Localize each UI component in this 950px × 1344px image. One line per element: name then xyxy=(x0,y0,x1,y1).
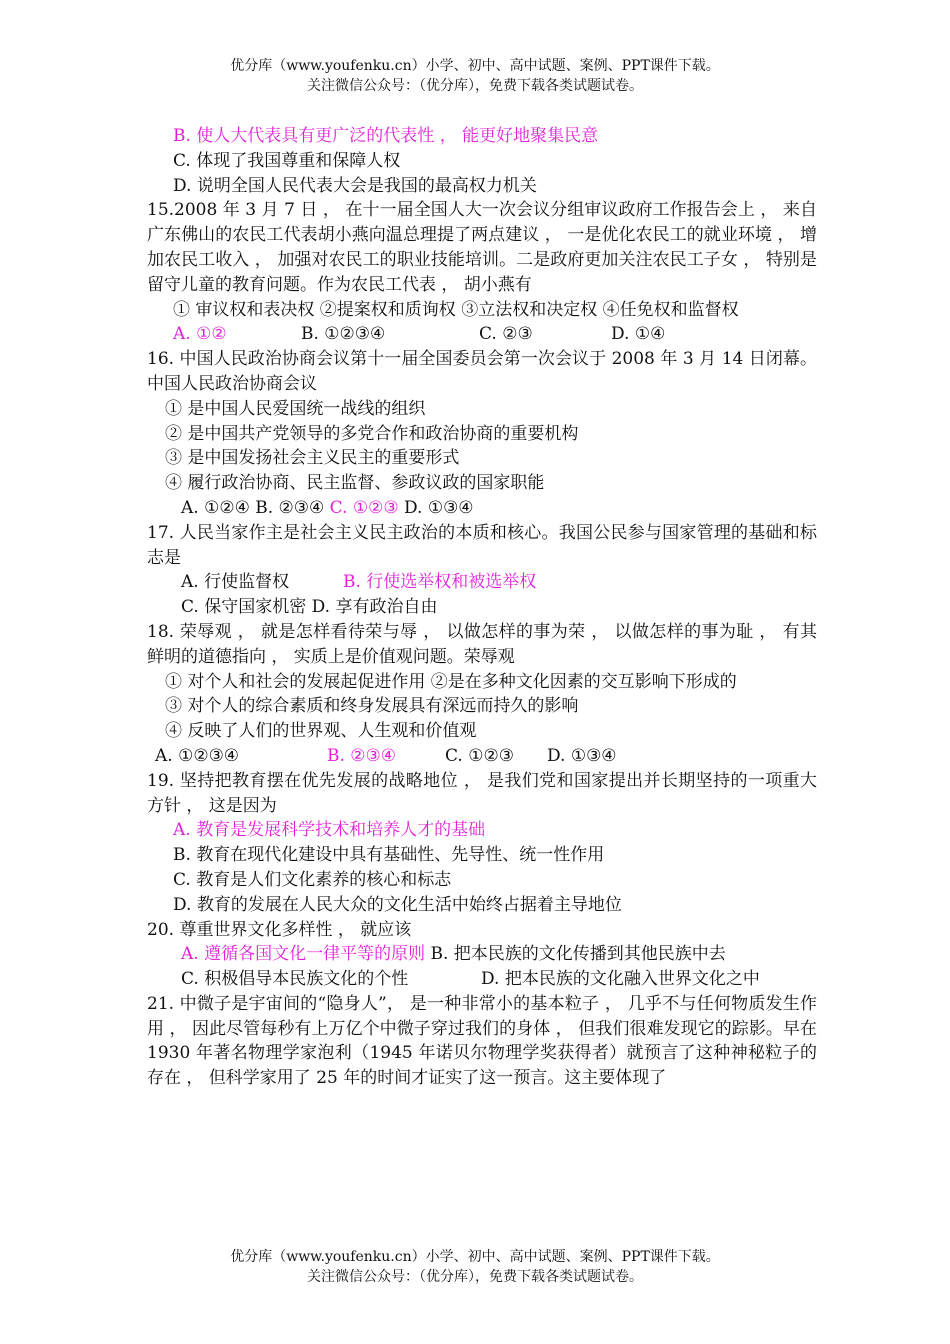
q18-option-a: A. ①②③④ xyxy=(155,745,240,766)
q14-option-b: B. 使人大代表具有更广泛的代表性 ， 能更好地聚集民意 xyxy=(173,126,599,146)
q21-stem: 21. 中微子是宇宙间的“隐身人”， 是一种非常小的基本粒子 ， 几乎不与任何物质发生作用 ， 因此尽管每秒有上万亿个中微子穿过我们的身体 ， 但我们很难发现它的踪影。早在 1930 年著名物理学家泡利（1945 年诺贝尔物理学奖获得者）就预言了这种神秘粒子的存在 ， 但科学家用了 25 年的时间才证实了这一预言。这主要体现了 xyxy=(147,993,817,1089)
page-header xyxy=(0,56,950,96)
q16-item-2: ② 是中国共产党领导的多党合作和政治协商的重要机构 xyxy=(165,423,579,444)
q20-option-b: B. 把本民族的文化传播到其他民族中去 xyxy=(430,944,726,965)
q19-option-d: D. 教育的发展在人民大众的文化生活中始终占据着主导地位 xyxy=(173,894,622,915)
q18-item-4: ④ 反映了人们的世界观、人生观和价值观 xyxy=(165,721,477,742)
q15-option-d: D. ①④ xyxy=(611,324,666,345)
q15-options xyxy=(147,322,817,347)
q17-options-row-1 xyxy=(147,570,817,595)
q18-stem: 18. 荣辱观 ， 就是怎样看待荣与辱 ， 以做怎样的事为荣 ， 以做怎样的事为耻 ， 有其鲜明的道德指向 ， 实质上是价值观问题。荣辱观 xyxy=(147,621,817,667)
q18-option-d: D. ①③④ xyxy=(547,745,617,766)
q20-stem: 20. 尊重世界文化多样性 ， 就应该 xyxy=(147,919,412,940)
exam-content xyxy=(147,124,817,1091)
q16-option-d: D. ①③④ xyxy=(404,497,474,518)
q16-option-c: C. ①②③ xyxy=(329,497,399,518)
q18-item-3: ③ 对个人的综合素质和终身发展具有深远而持久的影响 xyxy=(165,696,579,717)
header-line-1: 优分库（www.youfenku.cn）小学、初中、高中试题、案例、PPT课件下载。 xyxy=(230,58,720,74)
q20-option-a: A. 遵循各国文化一律平等的原则 xyxy=(181,944,426,965)
q17-option-d: D. 享有政治自由 xyxy=(311,597,438,618)
q16-stem: 16. 中国人民政治协商会议第十一届全国委员会第一次会议于 2008 年 3 月 14 日闭幕。中国人民政治协商会议 xyxy=(147,349,817,394)
q20-options-row-2 xyxy=(147,967,817,992)
q17-options-row-2 xyxy=(147,595,817,620)
q20-options-row-1 xyxy=(147,942,817,967)
q15-items: ① 审议权和表决权 ②提案权和质询权 ③立法权和决定权 ④任免权和监督权 xyxy=(173,299,739,320)
q17-option-a: A. 行使监督权 xyxy=(181,572,290,593)
q14-option-c: C. 体现了我国尊重和保障人权 xyxy=(173,150,401,171)
q18-option-b: B. ②③④ xyxy=(327,745,397,766)
q17-option-c: C. 保守国家机密 xyxy=(181,597,307,618)
header-line-2: 关注微信公众号：（优分库），免费下载各类试题试卷。 xyxy=(307,78,643,94)
q20-option-c: C. 积极倡导本民族文化的个性 xyxy=(181,969,409,990)
q15-option-b: B. ①②③④ xyxy=(301,324,386,345)
q16-option-a: A. ①②④ xyxy=(181,497,250,518)
q15-option-a: A. ①② xyxy=(173,324,227,345)
q17-stem: 17. 人民当家作主是社会主义民主政治的本质和核心。我国公民参与国家管理的基础和标志是 xyxy=(147,522,817,568)
q15-option-c: C. ②③ xyxy=(479,324,533,345)
q17-option-b: B. 行使选举权和被选举权 xyxy=(343,572,537,593)
q18-options xyxy=(147,744,817,769)
q20-option-d: D. 把本民族的文化融入世界文化之中 xyxy=(481,969,760,990)
q15-stem: 15.2008 年 3 月 7 日 ， 在十一届全国人大一次会议分组审议政府工作报告会上 ， 来自广东佛山的农民工代表胡小燕向温总理提了两点建议 ， 一是优化农民工的就业环境 ， 增加农民工收入 ， 加强对农民工的职业技能培训。二是政府更加关注农民工子女 ， 特别是留守儿童的教育问题。作为农民工代表 ， 胡小燕有 xyxy=(147,200,817,295)
page-footer xyxy=(0,1247,950,1287)
q14-option-d: D. 说明全国人民代表大会是我国的最高权力机关 xyxy=(173,175,537,196)
q16-option-b: B. ②③④ xyxy=(255,497,325,518)
q18-option-c: C. ①②③ xyxy=(445,745,514,766)
q18-items-1-2: ① 对个人和社会的发展起促进作用 ②是在多种文化因素的交互影响下形成的 xyxy=(165,671,737,692)
q19-option-b: B. 教育在现代化建设中具有基础性、先导性、统一性作用 xyxy=(173,845,605,866)
q16-item-4: ④ 履行政治协商、民主监督、参政议政的国家职能 xyxy=(165,473,545,494)
q19-option-a: A. 教育是发展科学技术和培养人才的基础 xyxy=(173,820,486,841)
footer-line-2: 关注微信公众号：（优分库），免费下载各类试题试卷。 xyxy=(307,1269,643,1285)
q19-stem: 19. 坚持把教育摆在优先发展的战略地位 ， 是我们党和国家提出并长期坚持的一项重大方针 ， 这是因为 xyxy=(147,770,817,816)
q16-options xyxy=(147,496,817,521)
q16-item-1: ① 是中国人民爱国统一战线的组织 xyxy=(165,398,426,419)
q19-option-c: C. 教育是人们文化素养的核心和标志 xyxy=(173,869,452,890)
q16-item-3: ③ 是中国发扬社会主义民主的重要形式 xyxy=(165,448,460,469)
footer-line-1: 优分库（www.youfenku.cn）小学、初中、高中试题、案例、PPT课件下载。 xyxy=(230,1249,720,1265)
